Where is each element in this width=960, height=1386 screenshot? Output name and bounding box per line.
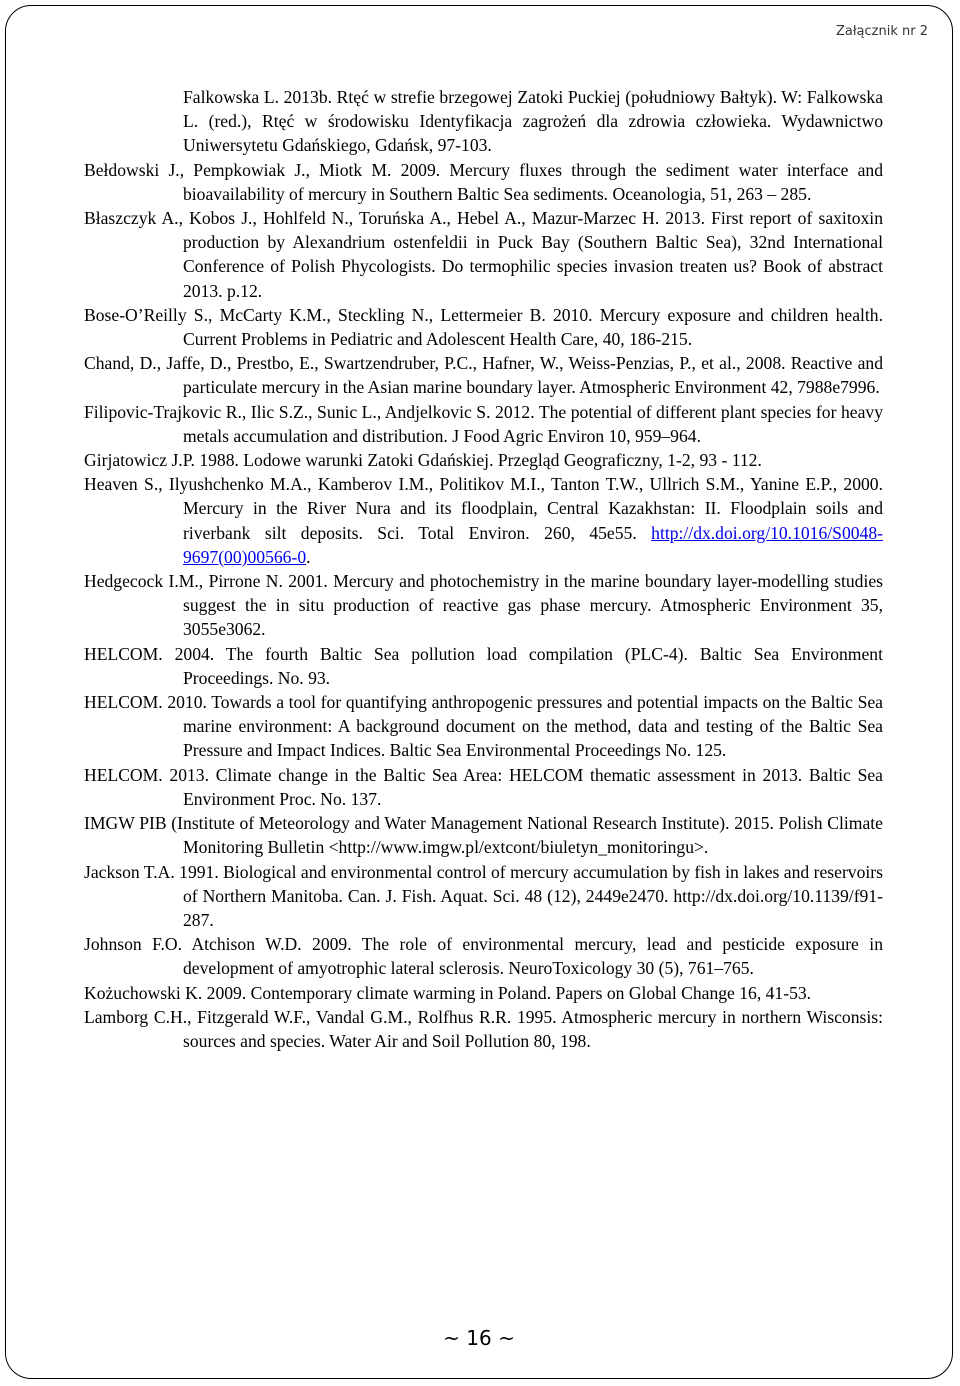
- reference-text: Johnson F.O. Atchison W.D. 2009. The role of environmental mercury, lead and pesticide exposure in development of amyotrophic lateral sclerosis. NeuroToxicology 30 (5), 761–765.: [84, 934, 883, 979]
- reference-text: HELCOM. 2013. Climate change in the Baltic Sea Area: HELCOM thematic assessment in 2013. Baltic Sea Environment Proc. No. 137.: [84, 764, 883, 809]
- reference-item: [84, 763, 883, 811]
- reference-text: Girjatowicz J.P. 1988. Lodowe warunki Zatoki Gdańskiej. Przegląd Geograficzny, 1-2, 93 - 112.: [84, 450, 762, 471]
- reference-item: [84, 472, 883, 569]
- reference-text: Falkowska L. 2013b. Rtęć w strefie brzegowej Zatoki Puckiej (południowy Bałtyk). W: Falkowska L. (red.), Rtęć w środowisku Identyfikacja zagrożeń dla zdrowia człowieka. Wydawnictwo Uniwersytetu Gdańskiego, Gdańsk, 97-103.: [183, 87, 883, 156]
- reference-text: IMGW PIB (Institute of Meteorology and Water Management National Research Institute). 2015. Polish Climate Monitoring Bulletin <http://www.imgw.pl/extcont/biuletyn_monitoringu>.: [84, 813, 883, 858]
- doi-link[interactable]: http://dx.doi.org/10.1016/S0048-9697(00)00566-0: [183, 522, 883, 567]
- reference-item: [84, 932, 883, 980]
- reference-text: Hedgecock I.M., Pirrone N. 2001. Mercury and photochemistry in the marine boundary layer-modelling studies suggest the in situ production of reactive gas phase mercury. Atmospheric Environment 35, 3055e3062.: [84, 571, 883, 640]
- reference-text: Lamborg C.H., Fitzgerald W.F., Vandal G.M., Rolfhus R.R. 1995. Atmospheric mercury in northern Wisconsis: sources and species. Water Air and Soil Pollution 80, 198.: [84, 1006, 883, 1051]
- reference-item: [84, 860, 883, 933]
- reference-text: Błaszczyk A., Kobos J., Hohlfeld N., Toruńska A., Hebel A., Mazur-Marzec H. 2013. First report of saxitoxin production by Alexandrium ostenfeldii in Puck Bay (Southern Baltic Sea), 32nd International Conference of Polish Phycologists. Do termophilic species invasion treaten us? Book of abstract 2013. p.12.: [84, 208, 883, 301]
- reference-item: [84, 811, 883, 859]
- reference-text: Bełdowski J., Pempkowiak J., Miotk M. 2009. Mercury fluxes through the sediment water interface and bioavailability of mercury in Southern Baltic Sea sediments. Oceanologia, 51, 263 – 285.: [84, 159, 883, 204]
- reference-item: [84, 981, 883, 1005]
- reference-item: [84, 206, 883, 303]
- reference-text: Jackson T.A. 1991. Biological and environmental control of mercury accumulation by fish in lakes and reservoirs of Northern Manitoba. Can. J. Fish. Aquat. Sci. 48 (12), 2449e2470. http://dx.doi.org/10.1139/f91-287.: [84, 861, 883, 930]
- reference-text-end: .: [306, 546, 311, 567]
- page-number: ~ 16 ~: [443, 1326, 515, 1350]
- reference-item: [84, 85, 883, 158]
- reference-text: HELCOM. 2010. Towards a tool for quantifying anthropogenic pressures and potential impacts on the Baltic Sea marine environment: A background document on the method, data and testing of the Baltic Sea Pressure and Impact Indices. Baltic Sea Environmental Proceedings No. 125.: [84, 692, 883, 761]
- attachment-label: Załącznik nr 2: [835, 24, 928, 39]
- document-page: [5, 5, 953, 1379]
- reference-item: [84, 642, 883, 690]
- reference-item: [84, 690, 883, 763]
- reference-item: [84, 569, 883, 642]
- reference-text: HELCOM. 2004. The fourth Baltic Sea pollution load compilation (PLC-4). Baltic Sea Environment Proceedings. No. 93.: [84, 643, 883, 688]
- reference-item: [84, 158, 883, 206]
- reference-text: Bose-O’Reilly S., McCarty K.M., Steckling N., Lettermeier B. 2010. Mercury exposure and children health. Current Problems in Pediatric and Adolescent Health Care, 40, 186-215.: [84, 304, 883, 350]
- reference-item: [84, 351, 883, 399]
- reference-text: Chand, D., Jaffe, D., Prestbo, E., Swartzendruber, P.C., Hafner, W., Weiss-Penzias, P., et al., 2008. Reactive and particulate mercury in the Asian marine boundary layer. Atmospheric Environment 42, 7988e7996.: [84, 353, 883, 398]
- reference-text: Heaven S., Ilyushchenko M.A., Kamberov I.M., Politikov M.I., Tanton T.W., Ullrich S.M., Yanine E.P., 2000. Mercury in the River Nura and its floodplain, Central Kazakhstan: II. Floodplain soils and riverbank silt deposits. Sci. Total Environ. 260, 45e55.: [84, 474, 883, 543]
- reference-text: Kożuchowski K. 2009. Contemporary climate warming in Poland. Papers on Global Change 16, 41-53.: [84, 982, 812, 1003]
- reference-item: [84, 400, 883, 448]
- reference-text: Filipovic-Trajkovic R., Ilic S.Z., Sunic L., Andjelkovic S. 2012. The potential of different plant species for heavy metals accumulation and distribution. J Food Agric Environ 10, 959–964.: [84, 401, 883, 446]
- reference-item: [84, 303, 883, 351]
- reference-item: [84, 1005, 883, 1053]
- reference-list: [84, 85, 883, 1053]
- reference-item: [84, 448, 883, 472]
